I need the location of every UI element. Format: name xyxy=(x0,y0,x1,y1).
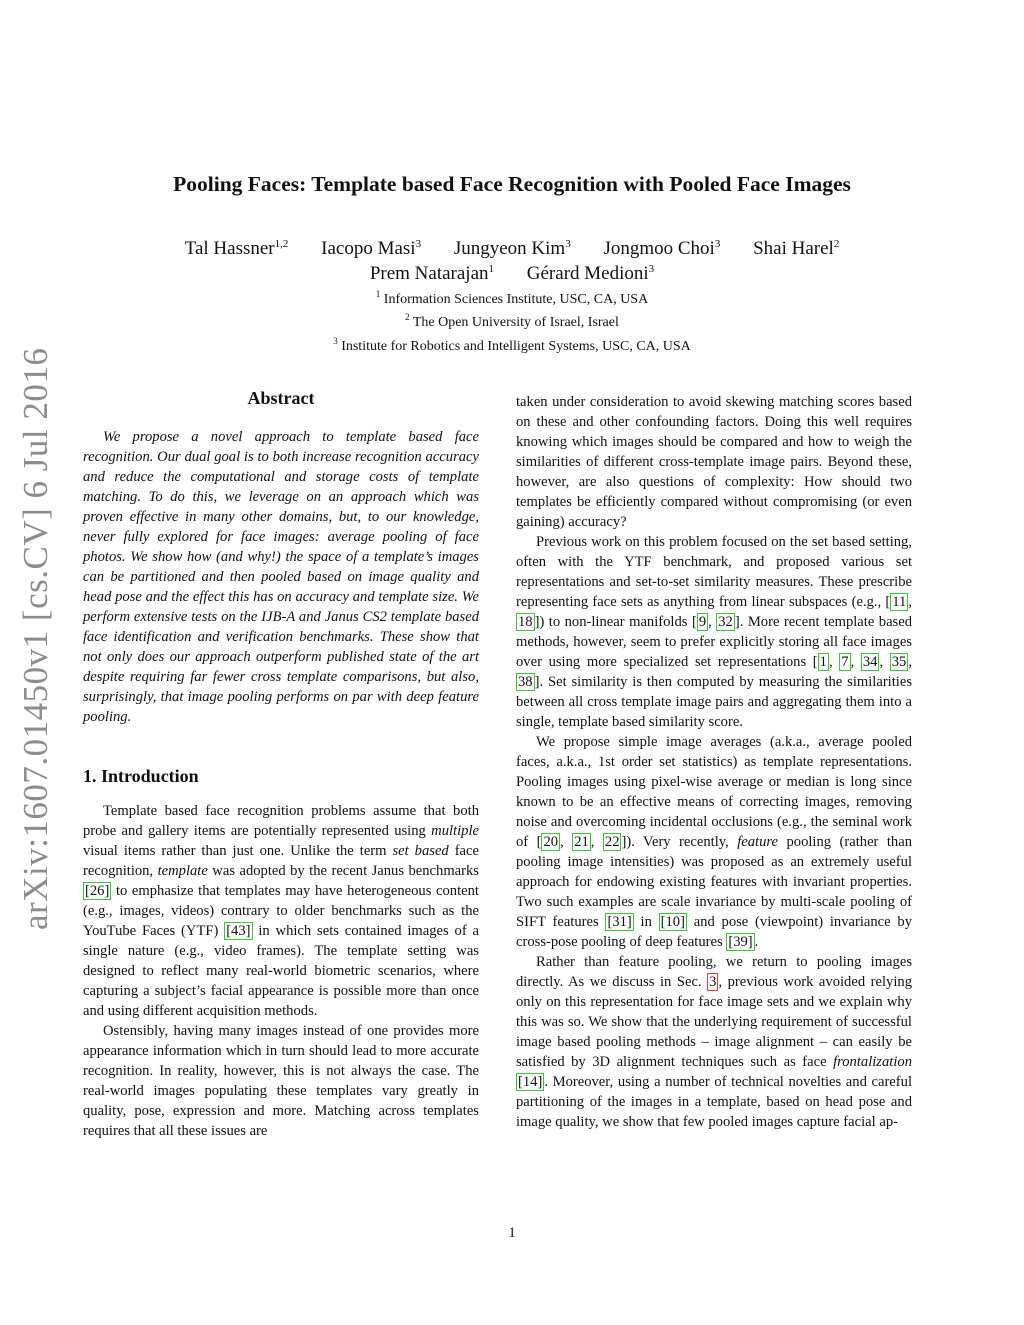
authors-row-2 xyxy=(0,263,1024,285)
citation-link[interactable]: 22 xyxy=(604,834,620,850)
left-column xyxy=(83,388,479,1141)
author: Gérard Medioni$^3$ xyxy=(526,263,655,284)
citation-link[interactable]: [31] xyxy=(607,914,632,930)
citation-link[interactable]: 20 xyxy=(543,834,559,850)
citation-link[interactable]: [10] xyxy=(660,914,685,930)
citation-link[interactable]: 11 xyxy=(892,594,907,610)
abstract-heading: Abstract xyxy=(247,388,315,408)
author: Jongmoo Choi$^3$ xyxy=(603,238,721,259)
citation-link[interactable]: 32 xyxy=(718,614,733,630)
citation-link[interactable]: 9 xyxy=(698,614,707,630)
author: Shai Harel$^2$ xyxy=(753,238,840,259)
paper-title: Pooling Faces: Template based Face Recognition with Pooled Face Images xyxy=(173,172,851,196)
citation-link[interactable]: 18 xyxy=(518,614,533,630)
intro-paragraph-1: Template based face recognition problems assume that both probe and gallery items are potentially represented using multiple visual items rather than just one. Unlike the term set based face recognition, template was adopted by the recent Janus benchmarks [26] to emphasize that templates may have heterogeneous content (e.g., images, videos) contrary to older benchmarks such as the YouTube Faces (YTF) [43] in which sets contained images of a single nature (e.g., video frames). The template setting was designed to reflect many real-world biometric scenarios, where capturing a subject’s facial appearance is possible more than once and using different acquisition methods. xyxy=(83,803,479,1019)
citation-link[interactable]: 1 xyxy=(819,654,827,670)
author: Tal Hassner$^{1,2}$ xyxy=(184,238,289,259)
arxiv-stamp: arXiv:1607.01450v1 [cs.CV] 6 Jul 2016 xyxy=(16,347,55,930)
author: Prem Natarajan$^1$ xyxy=(369,263,495,284)
right-paragraph-1: taken under consideration to avoid skewing matching scores based on these and other confounding factors. Doing this well requires knowing which images should be compared and how to weigh the similarities of different cross-template image pairs. Beyond these, however, are also questions of complexity: How should two templates be efficiently compared without compromising (or even gaining) accuracy? xyxy=(516,394,912,530)
right-paragraph-3: We propose simple image averages (a.k.a., average pooled faces, a.k.a., 1st order set statistics) as template representations. Pooling images using pixel-wise average or median is long since known to be an effective means of correcting images, removing noise and overcoming incidental occlusions (e.g., the seminal work of [ 20 , 21 , 22 ]). Very recently, feature pooling (rather than pooling image intensities) was proposed as an extremely useful approach for endowing existing features with invariant properties. Two such examples are scale invariance by multi-scale pooling of SIFT features [31] in [10] and pose (viewpoint) invariance by cross-pose pooling of deep features [39] . xyxy=(516,734,912,950)
section-heading-introduction: 1. Introduction xyxy=(83,766,199,786)
affiliation: $^2$ The Open University of Israel, Israel xyxy=(405,312,619,330)
abstract-body: We propose a novel approach to template based face recognition. Our dual goal is to both increase recognition accuracy and reduce the computational and storage costs of template matching. To do this, we leverage on an approach which was proven effective in many other domains, but, to our knowledge, never fully explored for face images: average pooling of face photos. We show how (and why!) the space of a template’s images can be partitioned and then pooled based on image quality and head pose and the effect this has on accuracy and template size. We perform extensive tests on the IJB-A and Janus CS2 template based face identification and verification benchmarks. These show that not only does our approach outperform published state of the art despite requiring far fewer cross template comparisons, but also, surprisingly, that image pooling performs on par with deep feature pooling. xyxy=(83,429,479,725)
citation-link[interactable]: [14] xyxy=(518,1074,543,1090)
section-reference-link[interactable]: 3 xyxy=(709,974,717,990)
citation-link[interactable]: 21 xyxy=(574,834,589,850)
affiliation: $^1$ Information Sciences Institute, USC, CA, USA xyxy=(375,289,649,307)
citation-link[interactable]: [43] xyxy=(226,923,251,939)
citation-link[interactable]: 38 xyxy=(518,674,533,690)
right-paragraph-4: Rather than feature pooling, we return to pooling images directly. As we discuss in Sec. 3 , previous work avoided relying only on this representation for face image sets and we explain why this was so. We show that the underlying requirement of successful image based pooling methods – image alignment – can easily be satisfied by 3D alignment techniques such as face frontalization [14] . Moreover, using a number of technical novelties and careful partitioning of the images in a template, based on head pose and image quality, we show that few pooled images capture facial ap- xyxy=(516,954,913,1130)
intro-paragraph-2: Ostensibly, having many images instead of one provides more appearance information which in turn should lead to more accurate recognition. In reality, however, this is not always the case. The real-world images populating these templates vary greatly in quality, pose, expression and more. Matching across templates requires that all these issues are xyxy=(83,1023,479,1139)
affiliation: $^3$ Institute for Robotics and Intelligent Systems, USC, CA, USA xyxy=(333,336,691,354)
right-column xyxy=(516,392,912,1132)
citation-link[interactable]: 7 xyxy=(841,654,849,670)
citation-link[interactable]: 34 xyxy=(862,654,878,670)
author: Iacopo Masi$^3$ xyxy=(321,238,422,259)
citation-link[interactable]: [26] xyxy=(85,883,110,899)
page-number: 1 xyxy=(508,1225,516,1241)
citation-link[interactable]: [39] xyxy=(728,934,753,950)
citation-link[interactable]: 35 xyxy=(891,654,907,670)
author: Jungyeon Kim$^3$ xyxy=(453,238,571,259)
right-paragraph-2: Previous work on this problem focused on the set based setting, often with the YTF benchmark, and proposed various set representations and set-to-set similarity measures. These prescribe representing face sets as anything from linear subspaces (e.g., [ 11 , 18 ]) to non-linear manifolds [ 9 , 32 ]. More recent template based methods, however, seem to prefer explicitly storing all face images over using more specialized set representations [ 1 , 7 , 34 , 35 , 38 ]. Set similarity is then computed by measuring the similarities between all cross template image pairs and aggregating them into a single, template based similarity score. xyxy=(516,534,913,730)
authors-row-1 xyxy=(0,238,1024,260)
